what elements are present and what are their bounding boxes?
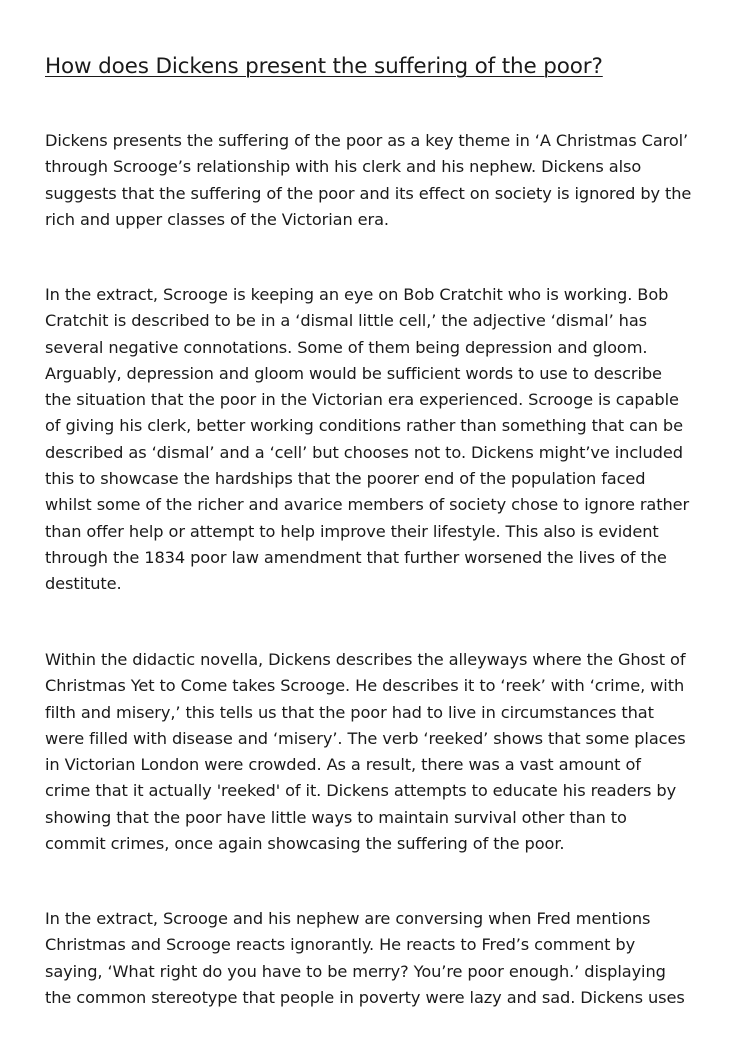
paragraph-introduction xyxy=(45,128,691,233)
paragraph-alleyways xyxy=(45,647,686,857)
paragraph-line: showing that the poor have little ways to maintain survival other than to xyxy=(45,807,627,827)
paragraph-line: rich and upper classes of the Victorian era. xyxy=(45,209,389,229)
paragraph-line: filth and misery,’ this tells us that the poor had to live in circumstances that xyxy=(45,702,654,722)
paragraph-line: through Scrooge’s relationship with his clerk and his nephew. Dickens also xyxy=(45,157,642,177)
paragraph-line: in Victorian London were crowded. As a result, there was a vast amount of xyxy=(45,755,641,775)
paragraph-line: In the extract, Scrooge is keeping an eye on Bob Cratchit who is working. Bob xyxy=(45,285,669,304)
paragraph-line: suggests that the suffering of the poor and its effect on society is ignored by the xyxy=(45,183,692,203)
paragraph-line: of giving his clerk, better working conditions rather than something that can be xyxy=(45,416,683,436)
paragraph-line: saying, ‘What right do you have to be merry? You’re poor enough.’ displaying xyxy=(45,961,666,981)
paragraph-nephew xyxy=(45,906,685,1011)
paragraph-line: crime that it actually 'reeked' of it. Dickens attempts to educate his readers by xyxy=(45,781,677,801)
paragraph-line: destitute. xyxy=(45,574,122,594)
essay-title: How does Dickens present the suffering of the poor? xyxy=(45,54,603,79)
paragraph-line: through the 1834 poor law amendment that further worsened the lives of the xyxy=(45,547,667,567)
paragraph-line: described as ‘dismal’ and a ‘cell’ but chooses not to. Dickens might’ve included xyxy=(45,442,683,462)
paragraph-line: whilst some of the richer and avarice members of society chose to ignore rather xyxy=(45,495,690,515)
paragraph-line: Christmas Yet to Come takes Scrooge. He describes it to ‘reek’ with ‘crime, with xyxy=(45,676,685,696)
paragraph-line: Christmas and Scrooge reacts ignorantly. He reacts to Fred’s comment by xyxy=(45,935,636,955)
paragraph-line: were filled with disease and ‘misery’. The verb ‘reeked’ shows that some places xyxy=(45,728,686,748)
paragraph-line: the common stereotype that people in poverty were lazy and sad. Dickens uses xyxy=(45,987,685,1007)
paragraph-line: than offer help or attempt to help improve their lifestyle. This also is evident xyxy=(45,521,659,541)
paragraph-line: In the extract, Scrooge and his nephew are conversing when Fred mentions xyxy=(45,909,651,928)
paragraph-line: Arguably, depression and gloom would be sufficient words to use to describe xyxy=(45,363,662,383)
paragraph-cratchit-cell xyxy=(45,282,689,598)
paragraph-line: this to showcase the hardships that the poorer end of the population faced xyxy=(45,469,646,489)
paragraph-line: commit crimes, once again showcasing the suffering of the poor. xyxy=(45,834,565,854)
paragraph-line: Within the didactic novella, Dickens describes the alleyways where the Ghost of xyxy=(45,650,686,669)
paragraph-line: several negative connotations. Some of them being depression and gloom. xyxy=(45,337,648,357)
paragraph-line: Cratchit is described to be in a ‘dismal little cell,’ the adjective ‘dismal’ has xyxy=(45,311,647,331)
paragraph-line: the situation that the poor in the Victorian era experienced. Scrooge is capable xyxy=(45,390,679,410)
paragraph-line: Dickens presents the suffering of the poor as a key theme in ‘A Christmas Carol’ xyxy=(45,131,689,150)
